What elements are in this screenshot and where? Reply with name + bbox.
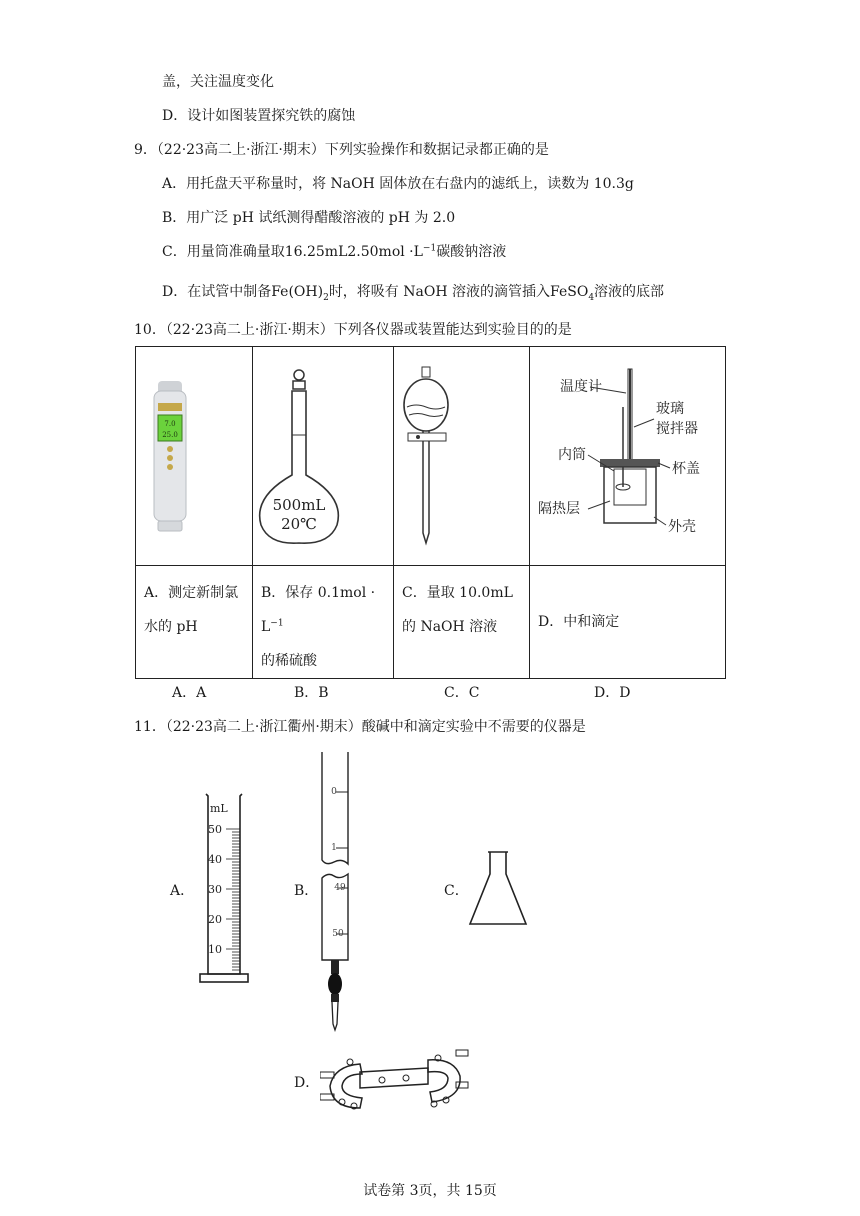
label-thermometer: 温度计 bbox=[560, 379, 602, 395]
q11-stem: 11．（22·23高二上·浙江衢州·期末）酸碱中和滴定实验中不需要的仪器是 bbox=[134, 719, 586, 735]
burette-tick-0: 0 bbox=[331, 787, 337, 797]
q9d-sub2: 4 bbox=[588, 292, 595, 303]
cylinder-tick-30: 30 bbox=[208, 883, 222, 896]
q10-answer-c[interactable]: C．C bbox=[444, 685, 480, 701]
q10-options-table bbox=[135, 346, 726, 679]
q11-label-a: A． bbox=[170, 883, 195, 899]
volumetric-flask-cell bbox=[253, 347, 394, 566]
cylinder-tick-40: 40 bbox=[208, 853, 222, 866]
label-stirrer: 搅拌器 bbox=[656, 421, 698, 437]
separatory-funnel-image bbox=[394, 347, 529, 561]
q9-option-b: B．用广泛 pH 试纸测得醋酸溶液的 pH 为 2.0 bbox=[162, 210, 456, 226]
burette-tick-49: 49 bbox=[334, 883, 346, 893]
cylinder-tick-10: 10 bbox=[208, 943, 222, 956]
q11-label-b: B． bbox=[294, 883, 319, 899]
q9d-suffix: 溶液的底部 bbox=[594, 284, 665, 300]
ph-screen-line1: 7.0 bbox=[164, 420, 176, 428]
graduated-cylinder-image bbox=[196, 786, 252, 986]
q10c-line1: C．量取 10.0mL bbox=[402, 585, 513, 601]
calorimeter-image bbox=[530, 347, 725, 561]
q10-option-d-cell bbox=[530, 566, 726, 679]
label-lid: 杯盖 bbox=[672, 461, 700, 477]
q9d-middle: 时，将吸有 NaOH 溶液的滴管插入 bbox=[328, 284, 550, 300]
continued-text: 盖，关注温度变化 bbox=[162, 74, 274, 90]
q9-option-a: A．用托盘天平称量时，将 NaOH 固体放在右盘内的滤纸上，读数为 10.3g bbox=[162, 176, 634, 192]
label-insulation: 隔热层 bbox=[538, 501, 580, 517]
ph-screen-line2: 25.0 bbox=[162, 431, 178, 439]
ph-meter-cell bbox=[136, 347, 253, 566]
conical-flask-image bbox=[466, 848, 530, 930]
q9d-prefix: D．在试管中制备 bbox=[162, 284, 272, 300]
q10d-line1: D．中和滴定 bbox=[538, 614, 620, 630]
q8-option-d: D．设计如图装置探究铁的腐蚀 bbox=[162, 108, 356, 124]
label-inner-cup: 内筒 bbox=[558, 447, 586, 463]
q9-option-c bbox=[162, 242, 506, 262]
ph-meter-image bbox=[136, 347, 252, 561]
q9c-suffix: 碳酸钠溶液 bbox=[436, 244, 507, 260]
label-glass: 玻璃 bbox=[656, 401, 684, 417]
q10b-superscript: −1 bbox=[270, 618, 284, 629]
volumetric-flask-image bbox=[253, 347, 393, 561]
q10-option-b-cell bbox=[253, 566, 394, 679]
burette-tick-50: 50 bbox=[332, 929, 344, 939]
q9-stem: 9．（22·23高二上·浙江·期末）下列实验操作和数据记录都正确的是 bbox=[134, 142, 549, 158]
q11-label-d: D． bbox=[294, 1075, 320, 1091]
burette-clamp-image bbox=[320, 1042, 470, 1116]
q9c-superscript: −1 bbox=[422, 243, 437, 254]
flask-temp-label: 20℃ bbox=[281, 515, 317, 533]
calorimeter-cell bbox=[530, 347, 726, 566]
cylinder-tick-20: 20 bbox=[208, 913, 222, 926]
q9d-sub1: 2 bbox=[323, 292, 329, 303]
q10-option-a-cell bbox=[136, 566, 253, 679]
cylinder-unit: mL bbox=[210, 802, 228, 815]
q9c-value: 16.25mL2.50mol ·L bbox=[284, 244, 423, 260]
q10a-line1: A．测定新制氯 bbox=[144, 585, 239, 601]
q10-answer-d[interactable]: D．D bbox=[594, 685, 631, 701]
q9c-prefix: C．用量筒准确量取 bbox=[162, 244, 285, 260]
q10a-line2: 水的 pH bbox=[144, 619, 198, 635]
q11-label-c: C． bbox=[444, 883, 469, 899]
q10-stem: 10．（22·23高二上·浙江·期末）下列各仪器或装置能达到实验目的的是 bbox=[134, 322, 572, 338]
burette-image bbox=[316, 748, 360, 1032]
flask-volume-label: 500mL bbox=[272, 496, 326, 514]
page-footer: 试卷第 3页，共 15页 bbox=[363, 1183, 497, 1199]
q10b-line1-wrap bbox=[261, 576, 385, 644]
q10b-line1: B．保存 0.1mol · L bbox=[261, 585, 376, 635]
q9-option-d bbox=[162, 282, 664, 302]
q10c-line2: 的 NaOH 溶液 bbox=[402, 619, 498, 635]
q10b-line2: 的稀硫酸 bbox=[261, 653, 317, 669]
q10-option-c-cell bbox=[394, 566, 530, 679]
separatory-funnel-cell bbox=[394, 347, 530, 566]
cylinder-tick-50: 50 bbox=[208, 823, 222, 836]
q9d-feso: FeSO bbox=[550, 284, 589, 300]
label-outer-shell: 外壳 bbox=[668, 519, 696, 535]
q10-answer-b[interactable]: B．B bbox=[294, 685, 329, 701]
q10-answer-a[interactable]: A．A bbox=[172, 685, 207, 701]
q9d-feoh: Fe(OH) bbox=[271, 284, 324, 300]
burette-tick-1: 1 bbox=[331, 843, 337, 853]
